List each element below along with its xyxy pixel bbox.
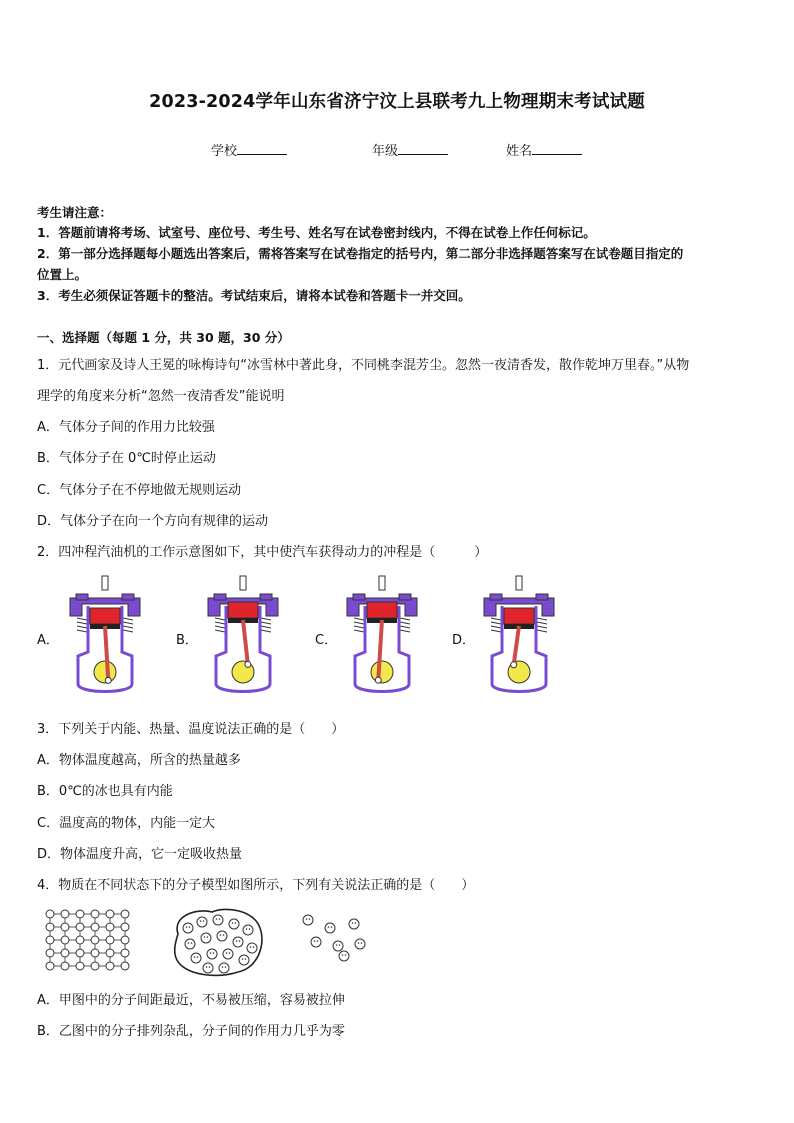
piston — [90, 608, 120, 624]
molecule-eye — [331, 926, 333, 928]
solid-molecule — [91, 949, 99, 957]
connecting-rod — [514, 626, 519, 665]
solid-molecule — [121, 923, 129, 931]
q1-option-c: C．气体分子在不停地做无规则运动 — [37, 483, 242, 498]
q2-label-c: C． — [315, 633, 338, 648]
gas-molecule — [333, 941, 343, 951]
piston — [367, 602, 397, 618]
valve-spring — [491, 630, 501, 632]
molecule-eye — [250, 946, 252, 948]
solid-molecule — [46, 962, 54, 970]
name-field — [506, 140, 582, 159]
molecule-eye — [361, 942, 363, 944]
molecule-eye — [219, 918, 221, 920]
q1-option-d: D．气体分子在向一个方向有规律的运动 — [37, 514, 269, 529]
molecule-eye — [225, 966, 227, 968]
molecule-eye — [209, 966, 211, 968]
valve-spring — [491, 626, 501, 628]
exhaust-valve — [260, 594, 272, 600]
molecule-eye — [239, 940, 241, 942]
intake-valve — [76, 594, 88, 600]
connecting-rod — [243, 620, 248, 664]
molecule-eye — [232, 922, 234, 924]
liquid-molecule — [183, 923, 193, 933]
molecule-eye — [314, 940, 316, 942]
valve-spring — [537, 626, 547, 628]
molecule-eye — [204, 936, 206, 938]
liquid-molecule — [191, 953, 201, 963]
crank-pin — [511, 662, 517, 668]
piston — [504, 608, 534, 624]
engine-c — [347, 576, 417, 692]
molecule-eye — [203, 920, 205, 922]
liquid-molecule — [247, 943, 257, 953]
spark-plug — [516, 576, 522, 590]
liquid-molecule — [213, 915, 223, 925]
molecule-eye — [253, 946, 255, 948]
solid-molecule — [106, 910, 114, 918]
spark-plug — [102, 576, 108, 590]
valve-spring — [354, 618, 364, 620]
solid-molecule — [61, 962, 69, 970]
molecule-eye — [317, 940, 319, 942]
q1-stem: 1．元代画家及诗人王冕的咏梅诗句“冰雪林中著此身，不同桃李混芳尘。忽然一夜清香发，散作乾坤万里春。”从物 — [37, 358, 690, 373]
solid-molecule — [91, 962, 99, 970]
notice-item: 3．考生必须保证答题卡的整洁。考试结束后，请将本试卷和答题卡一并交回。 — [37, 288, 471, 303]
spark-plug — [240, 576, 246, 590]
liquid-molecule — [229, 919, 239, 929]
notice-item: 1．答题前请将考场、试室号、座位号、考生号、姓名写在试卷密封线内，不得在试卷上作任何标记。 — [37, 225, 596, 240]
notice-item: 2．第一部分选择题每小题选出答案后，需将答案写在试卷指定的括号内，第二部分非选择题答案写在试卷题目指定的 — [37, 246, 684, 261]
name-label: 姓名 — [506, 144, 533, 159]
valve-spring — [215, 618, 225, 620]
engine-b — [208, 576, 278, 692]
solid-molecule — [91, 936, 99, 944]
grade-label: 年级 — [372, 144, 399, 159]
valve-spring — [354, 622, 364, 624]
solid-molecule-model — [44, 908, 134, 974]
valve-spring — [400, 630, 410, 632]
liquid-molecule — [197, 917, 207, 927]
solid-molecule — [76, 923, 84, 931]
q1-stem: 理学的角度来分析“忽然一夜清香发”能说明 — [37, 389, 285, 404]
q2-stem: 2．四冲程汽油机的工作示意图如下，其中使汽车获得动力的冲程是（ ） — [37, 545, 488, 560]
liquid-molecule — [207, 949, 217, 959]
molecule-eye — [242, 958, 244, 960]
exhaust-valve — [399, 594, 411, 600]
solid-molecule — [76, 936, 84, 944]
school-blank[interactable] — [237, 142, 287, 155]
molecule-eye — [207, 936, 209, 938]
school-label: 学校 — [211, 144, 238, 159]
engine-diagram-c — [337, 576, 427, 696]
liquid-molecule — [219, 963, 229, 973]
molecule-eye — [339, 944, 341, 946]
crank-pin — [105, 677, 111, 683]
valve-spring — [123, 630, 133, 632]
molecule-eye — [223, 934, 225, 936]
intake-valve — [214, 594, 226, 600]
solid-molecule — [106, 923, 114, 931]
engine-a — [70, 576, 140, 692]
liquid-molecule — [223, 949, 233, 959]
notice-item: 位置上。 — [37, 267, 88, 282]
q4-stem: 4．物质在不同状态下的分子模型如图所示，下列有关说法正确的是（ ） — [37, 878, 475, 893]
solid-molecule — [76, 949, 84, 957]
section-heading: 一、选择题（每题 1 分，共 30 题，30 分） — [37, 330, 290, 345]
solid-molecule — [76, 910, 84, 918]
liquid-molecule — [243, 925, 253, 935]
valve-spring — [400, 618, 410, 620]
valve-spring — [400, 626, 410, 628]
q3-option-c: C．温度高的物体，内能一定大 — [37, 816, 216, 831]
molecule-eye — [245, 958, 247, 960]
exhaust-valve — [122, 594, 134, 600]
gas-molecule — [325, 923, 335, 933]
liquid-molecule — [185, 939, 195, 949]
intake-valve — [353, 594, 365, 600]
valve-spring — [77, 622, 87, 624]
molecule-eye — [355, 922, 357, 924]
valve-spring — [77, 630, 87, 632]
engine-diagram-a — [60, 576, 150, 696]
molecule-eye — [213, 952, 215, 954]
molecule-eye — [246, 928, 248, 930]
crank-wheel — [371, 661, 393, 683]
valve-spring — [537, 618, 547, 620]
engine-d — [484, 576, 554, 692]
gas-molecule-model — [298, 914, 370, 960]
gas-molecule — [349, 919, 359, 929]
molecule-eye — [352, 922, 354, 924]
gas-molecule — [303, 915, 313, 925]
gas-molecule — [355, 939, 365, 949]
q2-label-a: A． — [37, 633, 59, 648]
solid-molecule — [121, 962, 129, 970]
school-field — [211, 140, 287, 159]
valve-spring — [261, 630, 271, 632]
molecule-eye — [342, 954, 344, 956]
q2-label-b: B． — [176, 633, 198, 648]
molecule-eye — [194, 956, 196, 958]
solid-molecule — [46, 949, 54, 957]
q3-stem: 3．下列关于内能、热量、温度说法正确的是（ ） — [37, 722, 345, 737]
molecule-eye — [186, 926, 188, 928]
gas-molecule — [311, 937, 321, 947]
crank-pin — [375, 677, 381, 683]
valve-spring — [400, 622, 410, 624]
q3-option-b: B．0℃的冰也具有内能 — [37, 784, 173, 799]
solid-molecule — [61, 936, 69, 944]
solid-molecule — [76, 962, 84, 970]
molecule-eye — [188, 942, 190, 944]
molecule-eye — [191, 942, 193, 944]
q3-option-d: D．物体温度升高，它一定吸收热量 — [37, 847, 243, 862]
molecule-eye — [236, 940, 238, 942]
valve-spring — [77, 626, 87, 628]
valve-spring — [261, 618, 271, 620]
valve-spring — [491, 622, 501, 624]
solid-molecule — [46, 936, 54, 944]
valve-spring — [215, 622, 225, 624]
molecule-eye — [358, 942, 360, 944]
molecule-eye — [249, 928, 251, 930]
solid-molecule — [46, 910, 54, 918]
molecule-eye — [328, 926, 330, 928]
valve-spring — [537, 630, 547, 632]
molecule-eye — [197, 956, 199, 958]
solid-molecule — [91, 923, 99, 931]
molecule-eye — [309, 918, 311, 920]
solid-molecule — [121, 910, 129, 918]
q2-label-d: D． — [452, 633, 476, 648]
solid-molecule — [106, 936, 114, 944]
molecule-eye — [306, 918, 308, 920]
q1-option-a: A．气体分子间的作用力比较强 — [37, 420, 215, 435]
name-blank[interactable] — [532, 142, 582, 155]
valve-spring — [123, 626, 133, 628]
q4-option-b: B．乙图中的分子排列杂乱，分子间的作用力几乎为零 — [37, 1024, 345, 1039]
q4-option-a: A．甲图中的分子间距最近，不易被压缩，容易被拉伸 — [37, 993, 345, 1008]
q3-option-a: A．物体温度越高，所含的热量越多 — [37, 753, 241, 768]
molecule-eye — [220, 934, 222, 936]
molecule-eye — [210, 952, 212, 954]
valve-spring — [261, 626, 271, 628]
notice-heading: 考生请注意： — [37, 205, 113, 220]
intake-valve — [490, 594, 502, 600]
piston — [228, 602, 258, 618]
solid-molecule — [121, 949, 129, 957]
molecule-eye — [222, 966, 224, 968]
valve-spring — [491, 618, 501, 620]
grade-field — [372, 140, 448, 159]
solid-molecule — [106, 962, 114, 970]
molecule-eye — [336, 944, 338, 946]
liquid-molecule — [201, 933, 211, 943]
solid-molecule — [61, 949, 69, 957]
spark-plug — [379, 576, 385, 590]
liquid-molecule — [233, 937, 243, 947]
valve-spring — [123, 618, 133, 620]
molecule-eye — [189, 926, 191, 928]
liquid-molecule — [217, 931, 227, 941]
engine-diagram-d — [474, 576, 564, 696]
valve-spring — [261, 622, 271, 624]
molecule-eye — [345, 954, 347, 956]
liquid-molecule-model — [168, 904, 266, 978]
valve-spring — [354, 630, 364, 632]
molecule-eye — [200, 920, 202, 922]
molecule-eye — [226, 952, 228, 954]
crank-pin — [245, 661, 251, 667]
solid-molecule — [106, 949, 114, 957]
exam-title: 2023-2024学年山东省济宁汶上县联考九上物理期末考试试题 — [149, 92, 645, 112]
molecule-eye — [216, 918, 218, 920]
molecule-eye — [235, 922, 237, 924]
solid-molecule — [121, 936, 129, 944]
molecule-eye — [229, 952, 231, 954]
grade-blank[interactable] — [398, 142, 448, 155]
solid-molecule — [91, 910, 99, 918]
exhaust-valve — [536, 594, 548, 600]
valve-spring — [537, 622, 547, 624]
solid-molecule — [61, 923, 69, 931]
valve-spring — [77, 618, 87, 620]
valve-spring — [215, 630, 225, 632]
liquid-molecule — [239, 955, 249, 965]
valve-spring — [354, 626, 364, 628]
liquid-molecule — [203, 963, 213, 973]
solid-molecule — [46, 923, 54, 931]
gas-molecule — [339, 951, 349, 961]
solid-molecule — [61, 910, 69, 918]
valve-spring — [215, 626, 225, 628]
q1-option-b: B．气体分子在 0℃时停止运动 — [37, 451, 216, 466]
engine-diagram-b — [198, 576, 288, 696]
valve-spring — [123, 622, 133, 624]
molecule-eye — [206, 966, 208, 968]
